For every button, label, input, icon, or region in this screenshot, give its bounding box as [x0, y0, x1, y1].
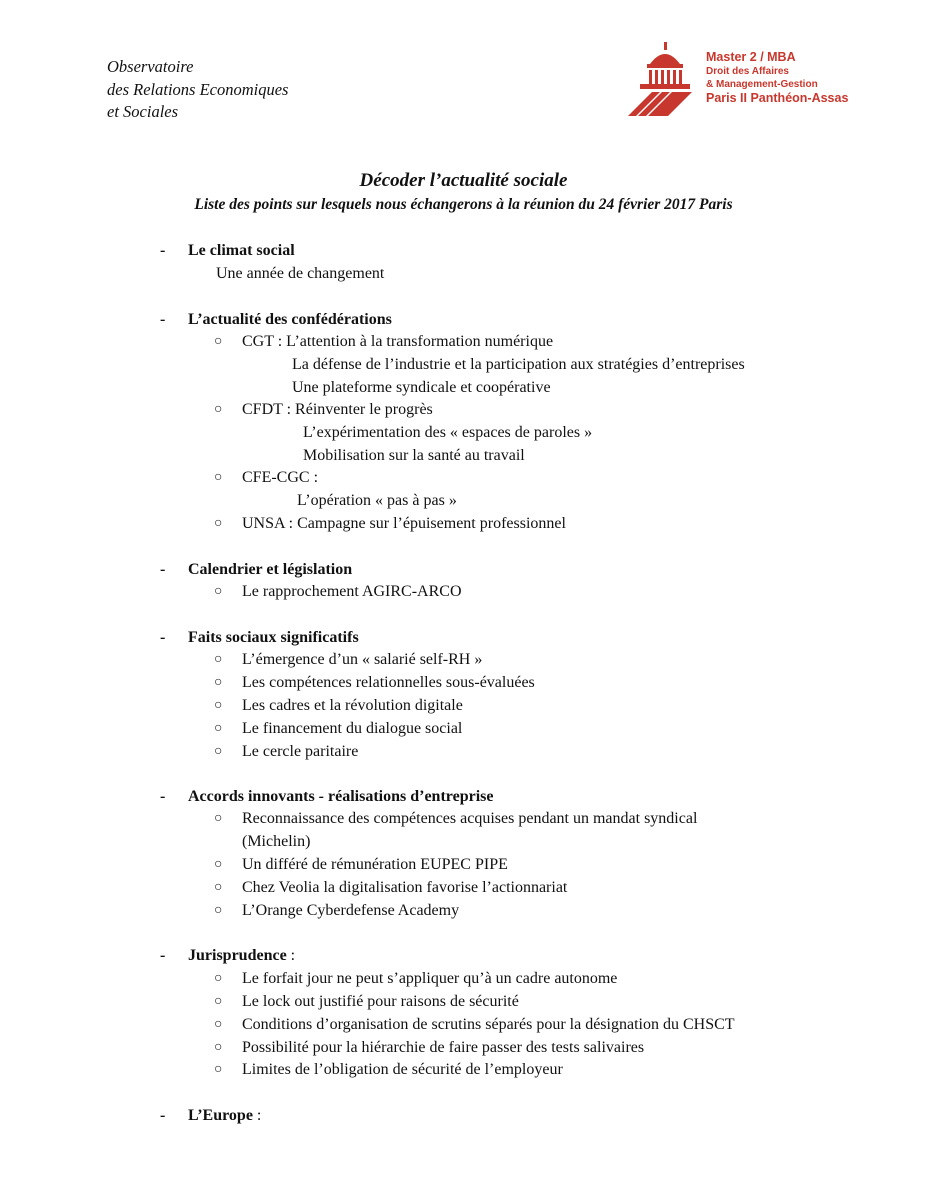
org-line: Observatoire [107, 57, 194, 76]
list-item: L’Orange Cyberdefense Academy [242, 902, 460, 919]
bullet-icon: ○ [214, 334, 223, 349]
list-item: Le financement du dialogue social [242, 720, 463, 737]
section-heading: L’actualité des confédérations [188, 311, 392, 328]
list-item-continuation: Une plateforme syndicale et coopérative [292, 379, 551, 396]
university-logo [626, 40, 849, 120]
org-line: des Relations Economiques [107, 79, 289, 99]
list-item: Les compétences relationnelles sous-évaluées [242, 674, 535, 691]
bullet-icon: ○ [214, 994, 223, 1009]
section-heading: Accords innovants - réalisations d’entreprise [188, 788, 494, 805]
list-item: L’émergence d’un « salarié self-RH » [242, 651, 483, 668]
bullet-icon: ○ [214, 811, 223, 826]
list-item: Possibilité pour la hiérarchie de faire passer des tests salivaires [242, 1039, 645, 1056]
list-item: Le forfait jour ne peut s’appliquer qu’à un cadre autonome [242, 970, 618, 987]
section-dash: - [160, 629, 166, 646]
list-item: CFDT : Réinventer le progrès [242, 401, 433, 418]
list-item: Reconnaissance des compétences acquises pendant un mandat syndical [242, 810, 698, 827]
list-item: Limites de l’obligation de sécurité de l’employeur [242, 1061, 563, 1078]
list-item-continuation: L’expérimentation des « espaces de paroles » [303, 424, 593, 441]
list-item: Chez Veolia la digitalisation favorise l’actionnariat [242, 879, 568, 896]
bullet-icon: ○ [214, 744, 223, 759]
org-line: et Sociales [107, 102, 179, 121]
list-item-continuation: La défense de l’industrie et la participation aux stratégies d’entreprises [292, 356, 745, 373]
list-item: Les cadres et la révolution digitale [242, 697, 463, 714]
section-heading-colon: : [286, 947, 296, 964]
section-dash: - [160, 947, 166, 964]
bullet-icon: ○ [214, 402, 223, 417]
bullet-icon: ○ [214, 675, 223, 690]
section-heading: Faits sociaux significatifs [188, 629, 359, 646]
bullet-icon: ○ [214, 516, 223, 531]
list-item: Le lock out justifié pour raisons de sécurité [242, 993, 519, 1010]
document-title: Décoder l’actualité sociale [359, 170, 568, 191]
bullet-icon: ○ [214, 721, 223, 736]
organization-name [107, 56, 288, 124]
bullet-icon: ○ [214, 470, 223, 485]
list-item: Le rapprochement AGIRC-ARCO [242, 583, 462, 600]
logo-line: Master 2 / MBA [706, 50, 796, 64]
bullet-icon: ○ [214, 652, 223, 667]
bullet-icon: ○ [214, 584, 223, 599]
bullet-icon: ○ [214, 903, 223, 918]
list-item-continuation: L’opération « pas à pas » [297, 492, 457, 509]
pantheon-icon [626, 40, 706, 120]
section-heading [188, 1105, 261, 1127]
bullet-icon: ○ [214, 971, 223, 986]
list-item-continuation: Mobilisation sur la santé au travail [303, 447, 525, 464]
section-dash: - [160, 1107, 166, 1124]
list-item: CFE-CGC : [242, 469, 319, 486]
section-heading [188, 945, 295, 967]
list-item: Conditions d’organisation de scrutins séparés pour la désignation du CHSCT [242, 1016, 735, 1033]
section-heading-text: Jurisprudence [188, 947, 287, 964]
bullet-icon: ○ [214, 1062, 223, 1077]
list-item: Le cercle paritaire [242, 743, 359, 760]
section-dash: - [160, 311, 166, 328]
list-item: CGT : L’attention à la transformation numérique [242, 333, 554, 350]
section-heading-colon: : [252, 1107, 262, 1124]
section-heading: Le climat social [188, 242, 295, 259]
document-subtitle: Liste des points sur lesquels nous échangerons à la réunion du 24 février 2017 Paris [194, 196, 733, 213]
bullet-icon: ○ [214, 1040, 223, 1055]
list-item: UNSA : Campagne sur l’épuisement professionnel [242, 515, 566, 532]
bullet-icon: ○ [214, 698, 223, 713]
logo-line: Droit des Affaires [706, 66, 789, 77]
section-dash: - [160, 242, 166, 259]
logo-line: Paris II Panthéon-Assas [706, 91, 849, 105]
bullet-icon: ○ [214, 1017, 223, 1032]
bullet-icon: ○ [214, 880, 223, 895]
logo-text [706, 50, 848, 106]
section-dash: - [160, 788, 166, 805]
logo-line: & Management-Gestion [706, 79, 818, 90]
section-dash: - [160, 561, 166, 578]
bullet-icon: ○ [214, 857, 223, 872]
list-item-wrap: (Michelin) [242, 833, 311, 850]
section-text: Une année de changement [216, 265, 385, 282]
list-item: Un différé de rémunération EUPEC PIPE [242, 856, 508, 873]
section-heading: Calendrier et législation [188, 561, 353, 578]
section-heading-text: L’Europe [188, 1107, 253, 1124]
